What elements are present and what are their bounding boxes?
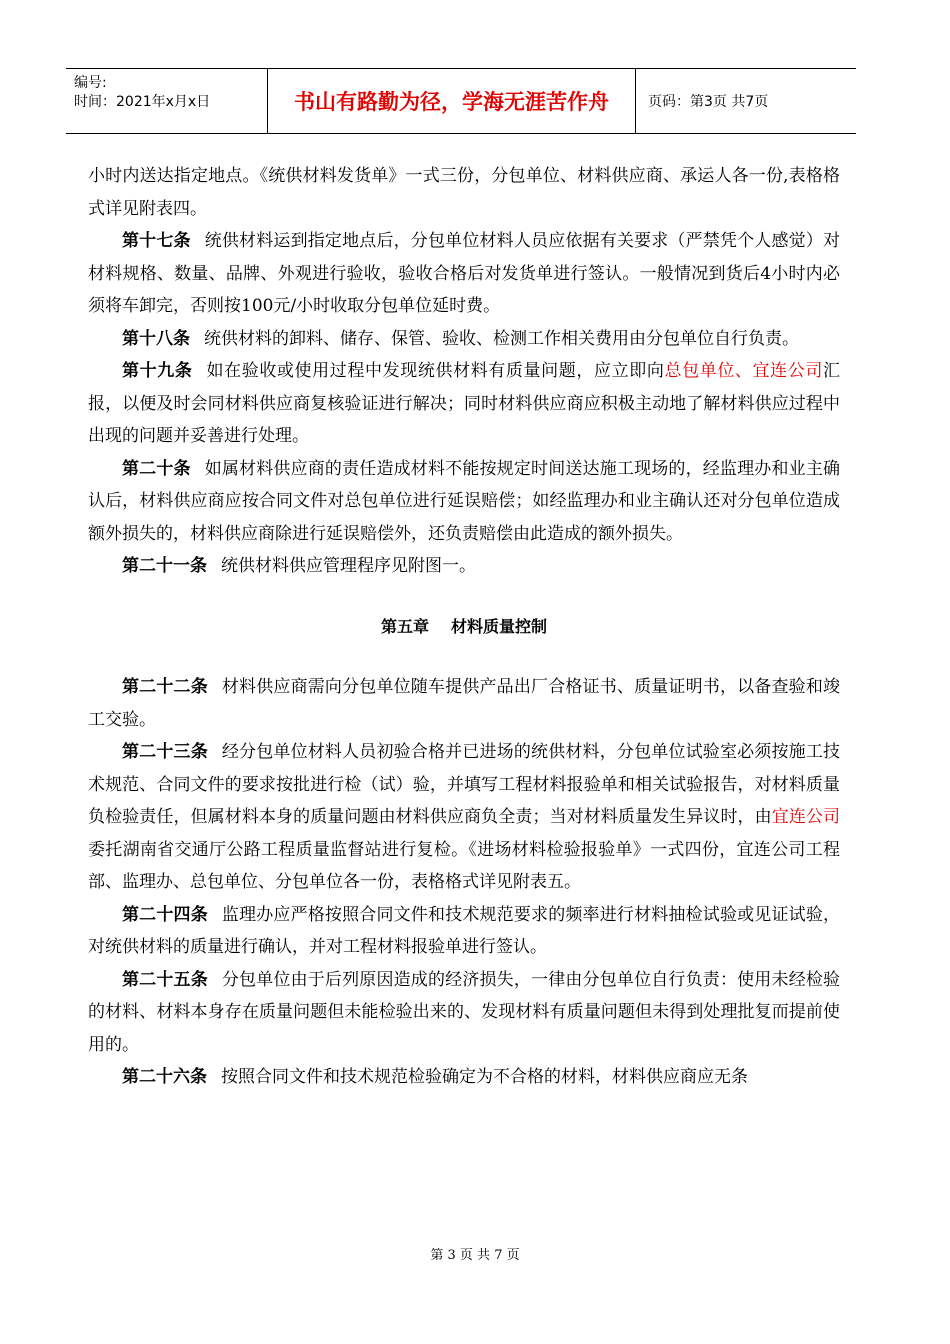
page-footer: 第 3 页 共 7 页 <box>430 1248 520 1263</box>
header-left-cell <box>66 69 268 133</box>
article-23 <box>88 736 840 899</box>
article-number: 第十九条 <box>122 361 193 381</box>
article-number: 第二十一条 <box>122 556 207 576</box>
highlighted-text: 总包单位、宜连公司 <box>664 361 824 381</box>
chapter-heading <box>88 611 840 644</box>
article-number: 第二十四条 <box>122 904 208 925</box>
article-26 <box>88 1061 840 1094</box>
article-number: 第二十三条 <box>122 742 208 762</box>
chapter-title: 材料质量控制 <box>451 616 548 636</box>
document-body <box>88 160 840 1094</box>
article-18 <box>88 323 840 356</box>
article-number: 第二十二条 <box>122 677 208 697</box>
chapter-number: 第五章 <box>380 616 429 636</box>
paragraph-continued <box>88 160 840 225</box>
article-number: 第十八条 <box>122 328 190 349</box>
article-text: 统供材料的卸料、储存、保管、验收、检测工作相关费用由分包单位自行负责。 <box>204 328 799 349</box>
article-number: 第二十五条 <box>122 969 208 990</box>
article-24 <box>88 899 840 964</box>
page-header <box>66 68 856 134</box>
article-text: 如在验收或使用过程中发现统供材料有质量问题，应立即向 <box>206 361 665 381</box>
number-label: 编号: <box>74 75 107 91</box>
article-17 <box>88 225 840 323</box>
article-21 <box>88 550 840 583</box>
article-text: 经分包单位材料人员初验合格并已进场的统供材料，分包单位试验室必须按施工技术规范、合同文件的要求按批进行检（试）验，并填写工程材料报验单和相关试验报告，对材料质量负检验责任，但属材料本身的质量问题由材料供应商负全责；当对材料质量发生异议时，由 <box>88 742 840 827</box>
article-text: 如属材料供应商的责任造成材料不能按规定时间送达施工现场的，经监理办和业主确认后，材料供应商应按合同文件对总包单位进行延误赔偿；如经监理办和业主确认还对分包单位造成额外损失的，材料供应商除进行延误赔偿外，还负责赔偿由此造成的额外损失。 <box>88 458 841 544</box>
highlighted-text: 宜连公司 <box>771 807 841 827</box>
article-text: 监理办应严格按照合同文件和技术规范要求的频率进行材料抽检试验或见证试验，对统供材料的质量进行确认，并对工程材料报验单进行签认。 <box>88 904 840 957</box>
article-22 <box>88 671 840 736</box>
header-slogan: 书山有路勤为径，学海无涯苦作舟 <box>268 69 636 133</box>
article-text: 按照合同文件和技术规范检验确定为不合格的材料，材料供应商应无条 <box>221 1067 748 1087</box>
article-text: 统供材料供应管理程序见附图一。 <box>221 556 476 576</box>
article-text: 分包单位由于后列原因造成的经济损失，一律由分包单位自行负责：使用未经检验的材料、材料本身存在质量问题但未能检验出来的、发现材料有质量问题但未得到处理批复而提前使用的。 <box>88 969 840 1055</box>
article-text: 统供材料运到指定地点后，分包单位材料人员应依据有关要求（严禁凭个人感觉）对材料规格、数量、品牌、外观进行验收，验收合格后对发货单进行签认。一般情况到货后4小时内必须将车卸完，否则按100元/小时收取分包单位延时费。 <box>88 231 841 316</box>
article-19 <box>88 355 840 453</box>
article-text: 材料供应商需向分包单位随车提供产品出厂合格证书、质量证明书，以备查验和竣工交验。 <box>88 677 840 730</box>
article-25 <box>88 964 840 1062</box>
paragraph-text: 小时内送达指定地点。《统供材料发货单》一式三份，分包单位、材料供应商、承运人各一份,表格格式详见附表四。 <box>88 166 840 219</box>
article-text: 委托湖南省交通厅公路工程质量监督站进行复检。《进场材料检验报验单》一式四份，宜连公司工程部、监理办、总包单位、分包单位各一份，表格格式详见附表五。 <box>88 839 840 892</box>
article-number: 第二十条 <box>122 458 191 479</box>
article-20 <box>88 453 840 551</box>
time-label: 时间：2021年x月x日 <box>74 94 211 110</box>
article-number: 第二十六条 <box>122 1067 207 1087</box>
article-text: 汇报，以便及时会同材料供应商复核验证进行解决；同时材料供应商应积极主动地了解材料供应过程中出现的问题并妥善进行处理。 <box>88 361 841 446</box>
article-number: 第十七条 <box>122 231 191 251</box>
header-page-label: 页码：第3页 共7页 <box>648 94 769 110</box>
